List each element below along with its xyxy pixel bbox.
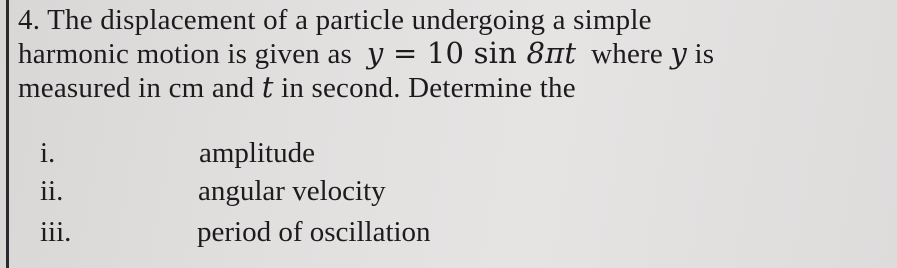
equation-function: sin [473,36,518,70]
equation-lhs: y [366,36,384,70]
question-line-3 [18,71,888,105]
equation-argument: 8πt [526,36,577,70]
question-line-1 [18,4,888,37]
equation-coefficient: 10 [426,36,465,70]
part-text: period of oscillation [197,216,431,248]
displacement-equation [367,36,576,70]
part-text: angular velocity [198,175,386,207]
question-text-line-2-is: is [694,38,715,70]
equation-equals: = [392,36,418,70]
question-stem [18,4,888,105]
variable-y: y [670,36,688,70]
part-numeral: iii. [40,216,72,248]
question-text-line-1: The displacement of a particle undergoing a simple [47,4,652,36]
question-line-2 [18,37,888,71]
question-text-line-3-post: in second. Determine the [281,72,576,104]
question-number: 4. [18,4,41,36]
question-text-line-2-where: where [591,38,663,70]
variable-t: t [261,70,274,104]
part-numeral: i. [40,137,56,169]
part-numeral: ii. [40,175,64,207]
question-text-line-3-pre: measured in cm and [18,72,255,104]
question-text-line-2-prefix: harmonic motion is given as [18,38,353,70]
margin-rule [6,0,9,268]
part-text: amplitude [199,137,315,169]
